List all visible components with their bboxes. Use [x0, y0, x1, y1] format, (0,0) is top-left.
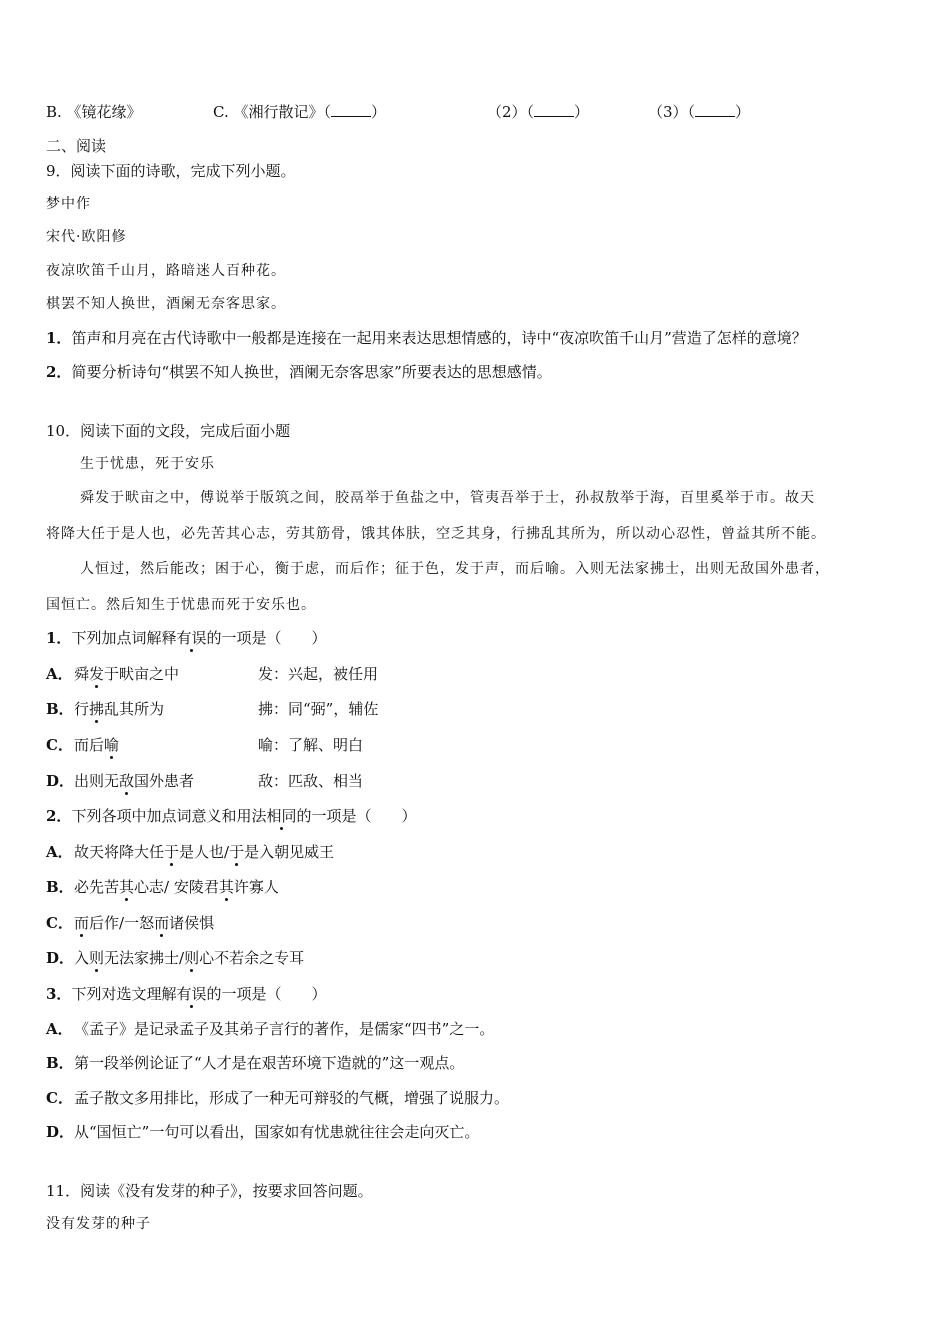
q10-sub3: 3．下列对选文理解有误的一项是（ ） [46, 985, 327, 1003]
q10-s1-gloss-d: 敌：匹敌、相当 [258, 772, 364, 790]
q10-s3-option-c: C．孟子散文多用排比，形成了一种无可辩驳的气概，增强了说服力。 [46, 1089, 510, 1107]
passage-para1-line1: 舜发于畎亩之中，傅说举于版筑之间，胶鬲举于鱼盐之中，管夷吾举于士，孙叔敖举于海，百里奚举于市。故天 [80, 490, 815, 506]
passage-title: 生于忧患，死于安乐 [80, 456, 215, 472]
q10-s3-option-b: B．第一段举例论证了“人才是在艰苦环境下造就的”这一观点。 [46, 1054, 465, 1072]
poem-title: 梦中作 [46, 196, 91, 212]
q11-passage-title: 没有发芽的种子 [46, 1216, 151, 1232]
q10-s2-option-d: D．入则无法家拂士/则心不若余之专耳 [46, 949, 305, 967]
q3-blank-row: （3）（ ） [648, 103, 751, 121]
q10-sub1: 1．下列加点词解释有误的一项是（ ） [46, 629, 327, 647]
q3-label: （3）（ [648, 103, 696, 121]
q9-prompt: 9．阅读下面的诗歌，完成下列小题。 [46, 162, 296, 180]
q2-label: （2）（ [487, 103, 535, 121]
q10-s2-option-b: B．必先苦其心志/ 安陵君其许寡人 [46, 878, 279, 896]
q10-s1-option-b: B．行拂乱其所为 [46, 700, 165, 718]
q10-s1-gloss-c: 喻：了解、明白 [258, 736, 364, 754]
q10-s3-option-d: D．从“国恒亡”一句可以看出，国家如有忧患就往往会走向灭亡。 [46, 1123, 480, 1141]
passage-para2-line1: 人恒过，然后能改；困于心，衡于虑，而后作；征于色，发于声，而后喻。入则无法家拂士，出则无敌国外患者， [80, 561, 830, 577]
option-b: B. 《镜花缘》 [46, 103, 142, 121]
passage-para2-line2: 国恒亡。然后知生于忧患而死于安乐也。 [46, 597, 316, 613]
option-c-row: C. 《湘行散记》（ ） [213, 103, 386, 121]
q10-s3-option-a: A．《孟子》是记录孟子及其弟子言行的著作，是儒家“四书”之一。 [46, 1020, 495, 1038]
answer-blank [695, 104, 735, 117]
q10-prompt: 10．阅读下面的文段，完成后面小题 [46, 422, 291, 440]
poem-line-2: 棋罢不知人换世，酒阑无奈客思家。 [46, 296, 286, 312]
q10-sub2: 2．下列各项中加点词意义和用法相同的一项是（ ） [46, 807, 417, 825]
section-title: 二、阅读 [46, 137, 107, 155]
q10-s1-option-c: C．而后喻 [46, 736, 120, 754]
answer-blank [534, 104, 574, 117]
prev-question-options [46, 102, 142, 122]
poem-line-1: 夜凉吹笛千山月，路暗迷人百种花。 [46, 263, 286, 279]
q10-s1-gloss-b: 拂：同“弼”，辅佐 [258, 700, 379, 718]
passage-para1-line2: 将降大任于是人也，必先苦其心志，劳其筋骨，饿其体肤，空乏其身，行拂乱其所为，所以动心忍性，曾益其所不能。 [46, 526, 826, 542]
poem-author: 宋代·欧阳修 [46, 229, 127, 245]
q10-s1-option-d: D．出则无敌国外患者 [46, 772, 195, 790]
q10-s2-option-a: A．故天将降大任于是人也/于是入朝见威王 [46, 843, 335, 861]
option-c: C. 《湘行散记》（ [213, 103, 331, 121]
q9-sub2: 2．简要分析诗句“棋罢不知人换世，酒阑无奈客思家”所要表达的思想感情。 [46, 363, 552, 381]
answer-blank [331, 104, 371, 117]
q11-prompt: 11．阅读《没有发芽的种子》，按要求回答问题。 [46, 1182, 373, 1200]
q9-sub1: 1．笛声和月亮在古代诗歌中一般都是连接在一起用来表达思想情感的，诗中“夜凉吹笛千山月”营造了怎样的意境？ [46, 329, 807, 347]
q10-s2-option-c: C．而后作/一怒而诸侯惧 [46, 914, 215, 932]
q10-s1-gloss-a: 发：兴起，被任用 [258, 665, 379, 683]
q2-blank-row: （2）（ ） [487, 103, 590, 121]
q10-s1-option-a: A．舜发于畎亩之中 [46, 665, 180, 683]
